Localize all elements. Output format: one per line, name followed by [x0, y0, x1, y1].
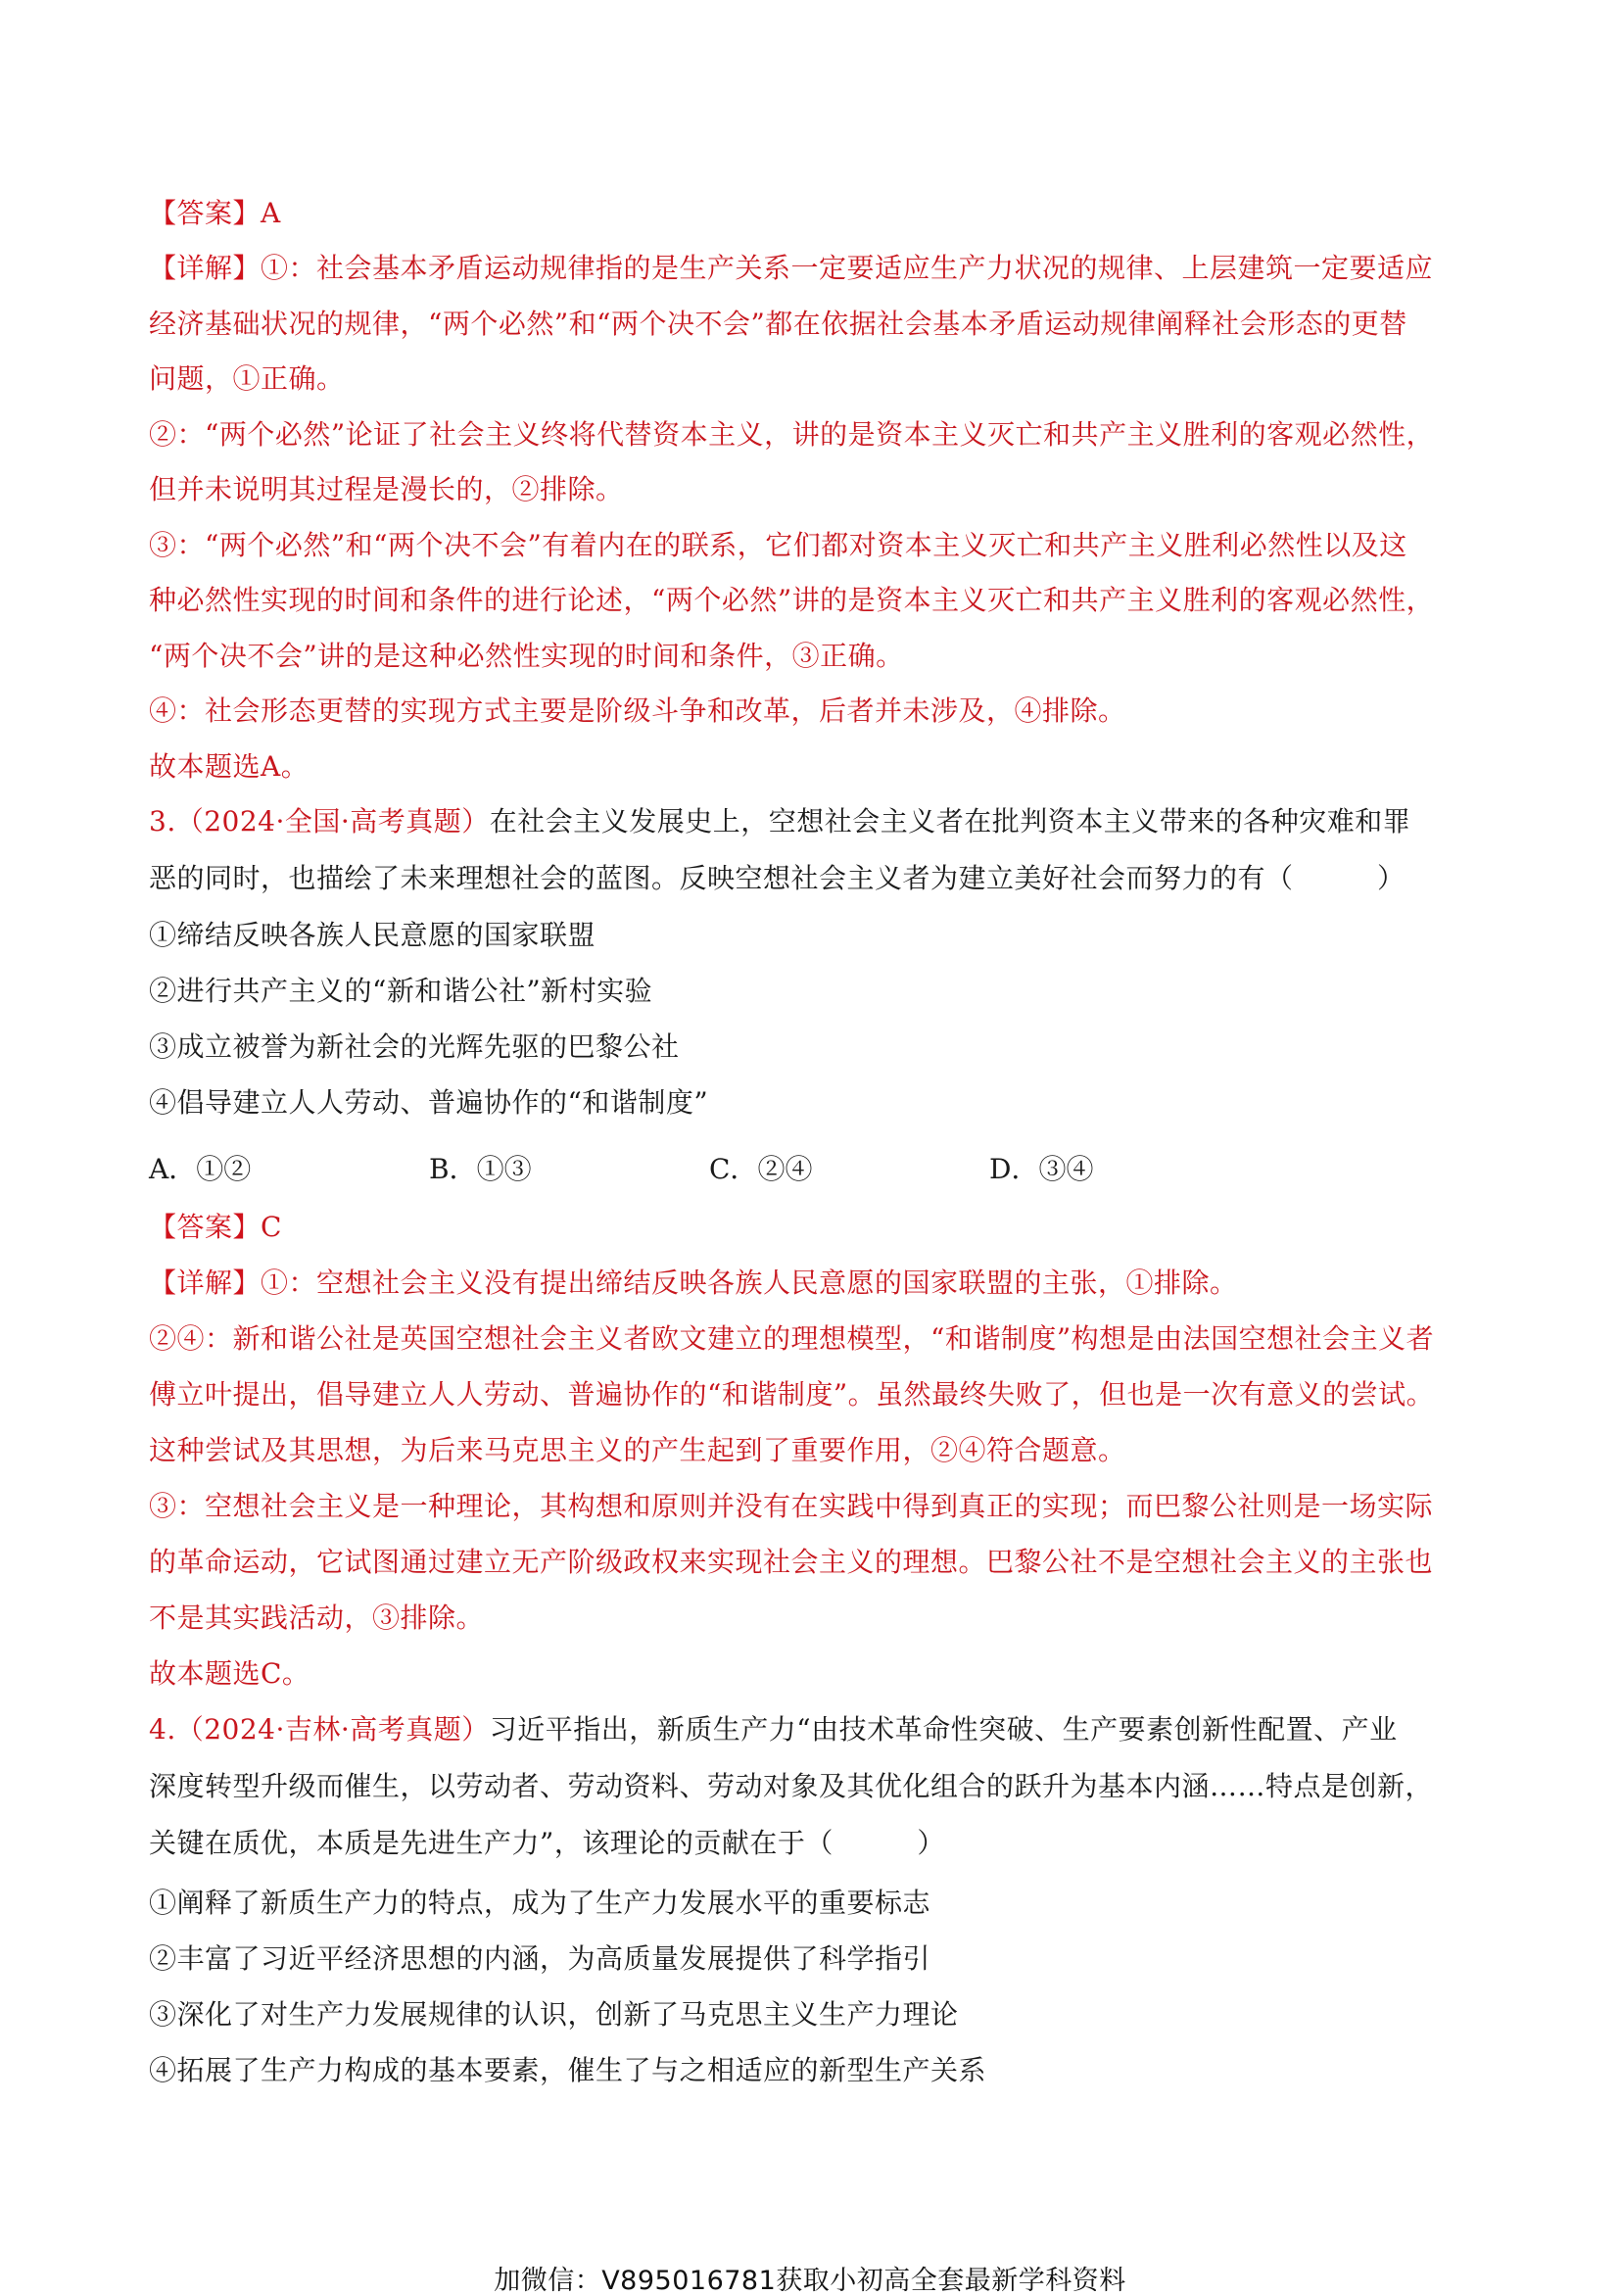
statement-item: ①阐释了新质生产力的特点，成为了生产力发展水平的重要标志 [149, 1887, 931, 1919]
detail-text: ③：“两个必然”和“两个决不会”有着内在的联系，它们都对资本主义灭亡和共产主义胜利必然性以及这 [149, 529, 1407, 561]
answer-label: 【答案】 [149, 197, 262, 229]
q2-answer-line [149, 194, 1491, 233]
question-number-source: 4.（2024·吉林·高考真题） [149, 1713, 490, 1746]
statement-item: ④倡导建立人人劳动、普遍协作的“和谐制度” [149, 1086, 709, 1119]
q2-detail-line [149, 249, 1491, 288]
detail-text: 傅立叶提出，倡导建立人人劳动、普遍协作的“和谐制度”。虽然最终失败了，但也是一次有意义的尝试。 [149, 1378, 1435, 1411]
footer-watermark: 加微信：V895016781获取小初高全套最新学科资料 [494, 2266, 1126, 2296]
statement-item: ②丰富了习近平经济思想的内涵，为高质量发展提供了科学指引 [149, 1942, 931, 1975]
question-stem: 恶的同时，也描绘了未来理想社会的蓝图。反映空想社会主义者为建立美好社会而努力的有（ ） [149, 862, 1406, 894]
detail-label: 【详解】 [149, 252, 262, 284]
detail-text: ④：社会形态更替的实现方式主要是阶级斗争和改革，后者并未涉及，④排除。 [149, 694, 1126, 727]
answer-value: A [261, 197, 281, 229]
detail-text: 的革命运动，它试图通过建立无产阶级政权来实现社会主义的理想。巴黎公社不是空想社会主义的主张也 [149, 1546, 1434, 1578]
option-value: ①② [196, 1153, 252, 1185]
detail-text: ③：空想社会主义是一种理论，其构想和原则并没有在实践中得到真正的实现；而巴黎公社则是一场实际 [149, 1490, 1434, 1522]
q3-answer-line [149, 1208, 1491, 1247]
statement-item: ③成立被誉为新社会的光辉先驱的巴黎公社 [149, 1030, 680, 1063]
answer-label: 【答案】 [149, 1211, 262, 1243]
detail-text: 不是其实践活动，③排除。 [149, 1602, 485, 1634]
detail-text: “两个决不会”讲的是这种必然性实现的时间和条件，③正确。 [149, 640, 904, 672]
detail-text: ①：社会基本矛盾运动规律指的是生产关系一定要适应生产力状况的规律、上层建筑一定要适应 [261, 252, 1434, 284]
q3-detail-line [149, 1264, 1491, 1303]
question-stem: 关键在质优，本质是先进生产力”，该理论的贡献在于（ ） [149, 1827, 945, 1859]
question-stem: 在社会主义发展史上，空想社会主义者在批判资本主义带来的各种灾难和罪 [489, 805, 1411, 837]
option-d [989, 1150, 1093, 1189]
answer-value: C [261, 1211, 282, 1243]
q4-stem-line [149, 1710, 1491, 1749]
conclusion-text: 故本题选A。 [149, 750, 310, 783]
detail-text: ①：空想社会主义没有提出缔结反映各族人民意愿的国家联盟的主张，①排除。 [261, 1267, 1238, 1299]
question-stem: 深度转型升级而催生，以劳动者、劳动资料、劳动对象及其优化组合的跃升为基本内涵……特点是创新， [149, 1770, 1434, 1802]
option-value: ①③ [476, 1153, 532, 1185]
option-a [149, 1150, 251, 1189]
detail-text: 问题，①正确。 [149, 362, 345, 395]
option-c [709, 1150, 812, 1189]
question-stem: 习近平指出，新质生产力“由技术革命性突破、生产要素创新性配置、产业 [489, 1713, 1398, 1746]
conclusion-text: 故本题选C。 [149, 1657, 310, 1690]
detail-text: 这种尝试及其思想，为后来马克思主义的产生起到了重要作用，②④符合题意。 [149, 1434, 1126, 1466]
statement-item: ②进行共产主义的“新和谐公社”新村实验 [149, 975, 653, 1007]
detail-label: 【详解】 [149, 1267, 262, 1299]
statement-item: ①缔结反映各族人民意愿的国家联盟 [149, 919, 596, 951]
option-value: ②④ [757, 1153, 813, 1185]
q3-stem-line [149, 802, 1491, 841]
option-value: ③④ [1038, 1153, 1094, 1185]
option-letter: D． [989, 1153, 1039, 1185]
detail-text: ②④：新和谐公社是英国空想社会主义者欧文建立的理想模型，“和谐制度”构想是由法国空想社会主义者 [149, 1322, 1435, 1355]
statement-item: ③深化了对生产力发展规律的认识，创新了马克思主义生产力理论 [149, 1998, 959, 2031]
option-letter: A． [149, 1153, 197, 1185]
option-letter: C． [709, 1153, 758, 1185]
option-letter: B． [429, 1153, 477, 1185]
detail-text: 经济基础状况的规律，“两个必然”和“两个决不会”都在依据社会基本矛盾运动规律阐释社会形态的更替 [149, 308, 1407, 340]
option-b [429, 1150, 532, 1189]
statement-item: ④拓展了生产力构成的基本要素，催生了与之相适应的新型生产关系 [149, 2054, 987, 2086]
detail-text: 种必然性实现的时间和条件的进行论述，“两个必然”讲的是资本主义灭亡和共产主义胜利的客观必然性， [149, 584, 1435, 616]
question-number-source: 3.（2024·全国·高考真题） [149, 805, 490, 837]
detail-text: 但并未说明其过程是漫长的，②排除。 [149, 473, 624, 505]
detail-text: ②：“两个必然”论证了社会主义终将代替资本主义，讲的是资本主义灭亡和共产主义胜利的客观必然性， [149, 418, 1435, 451]
